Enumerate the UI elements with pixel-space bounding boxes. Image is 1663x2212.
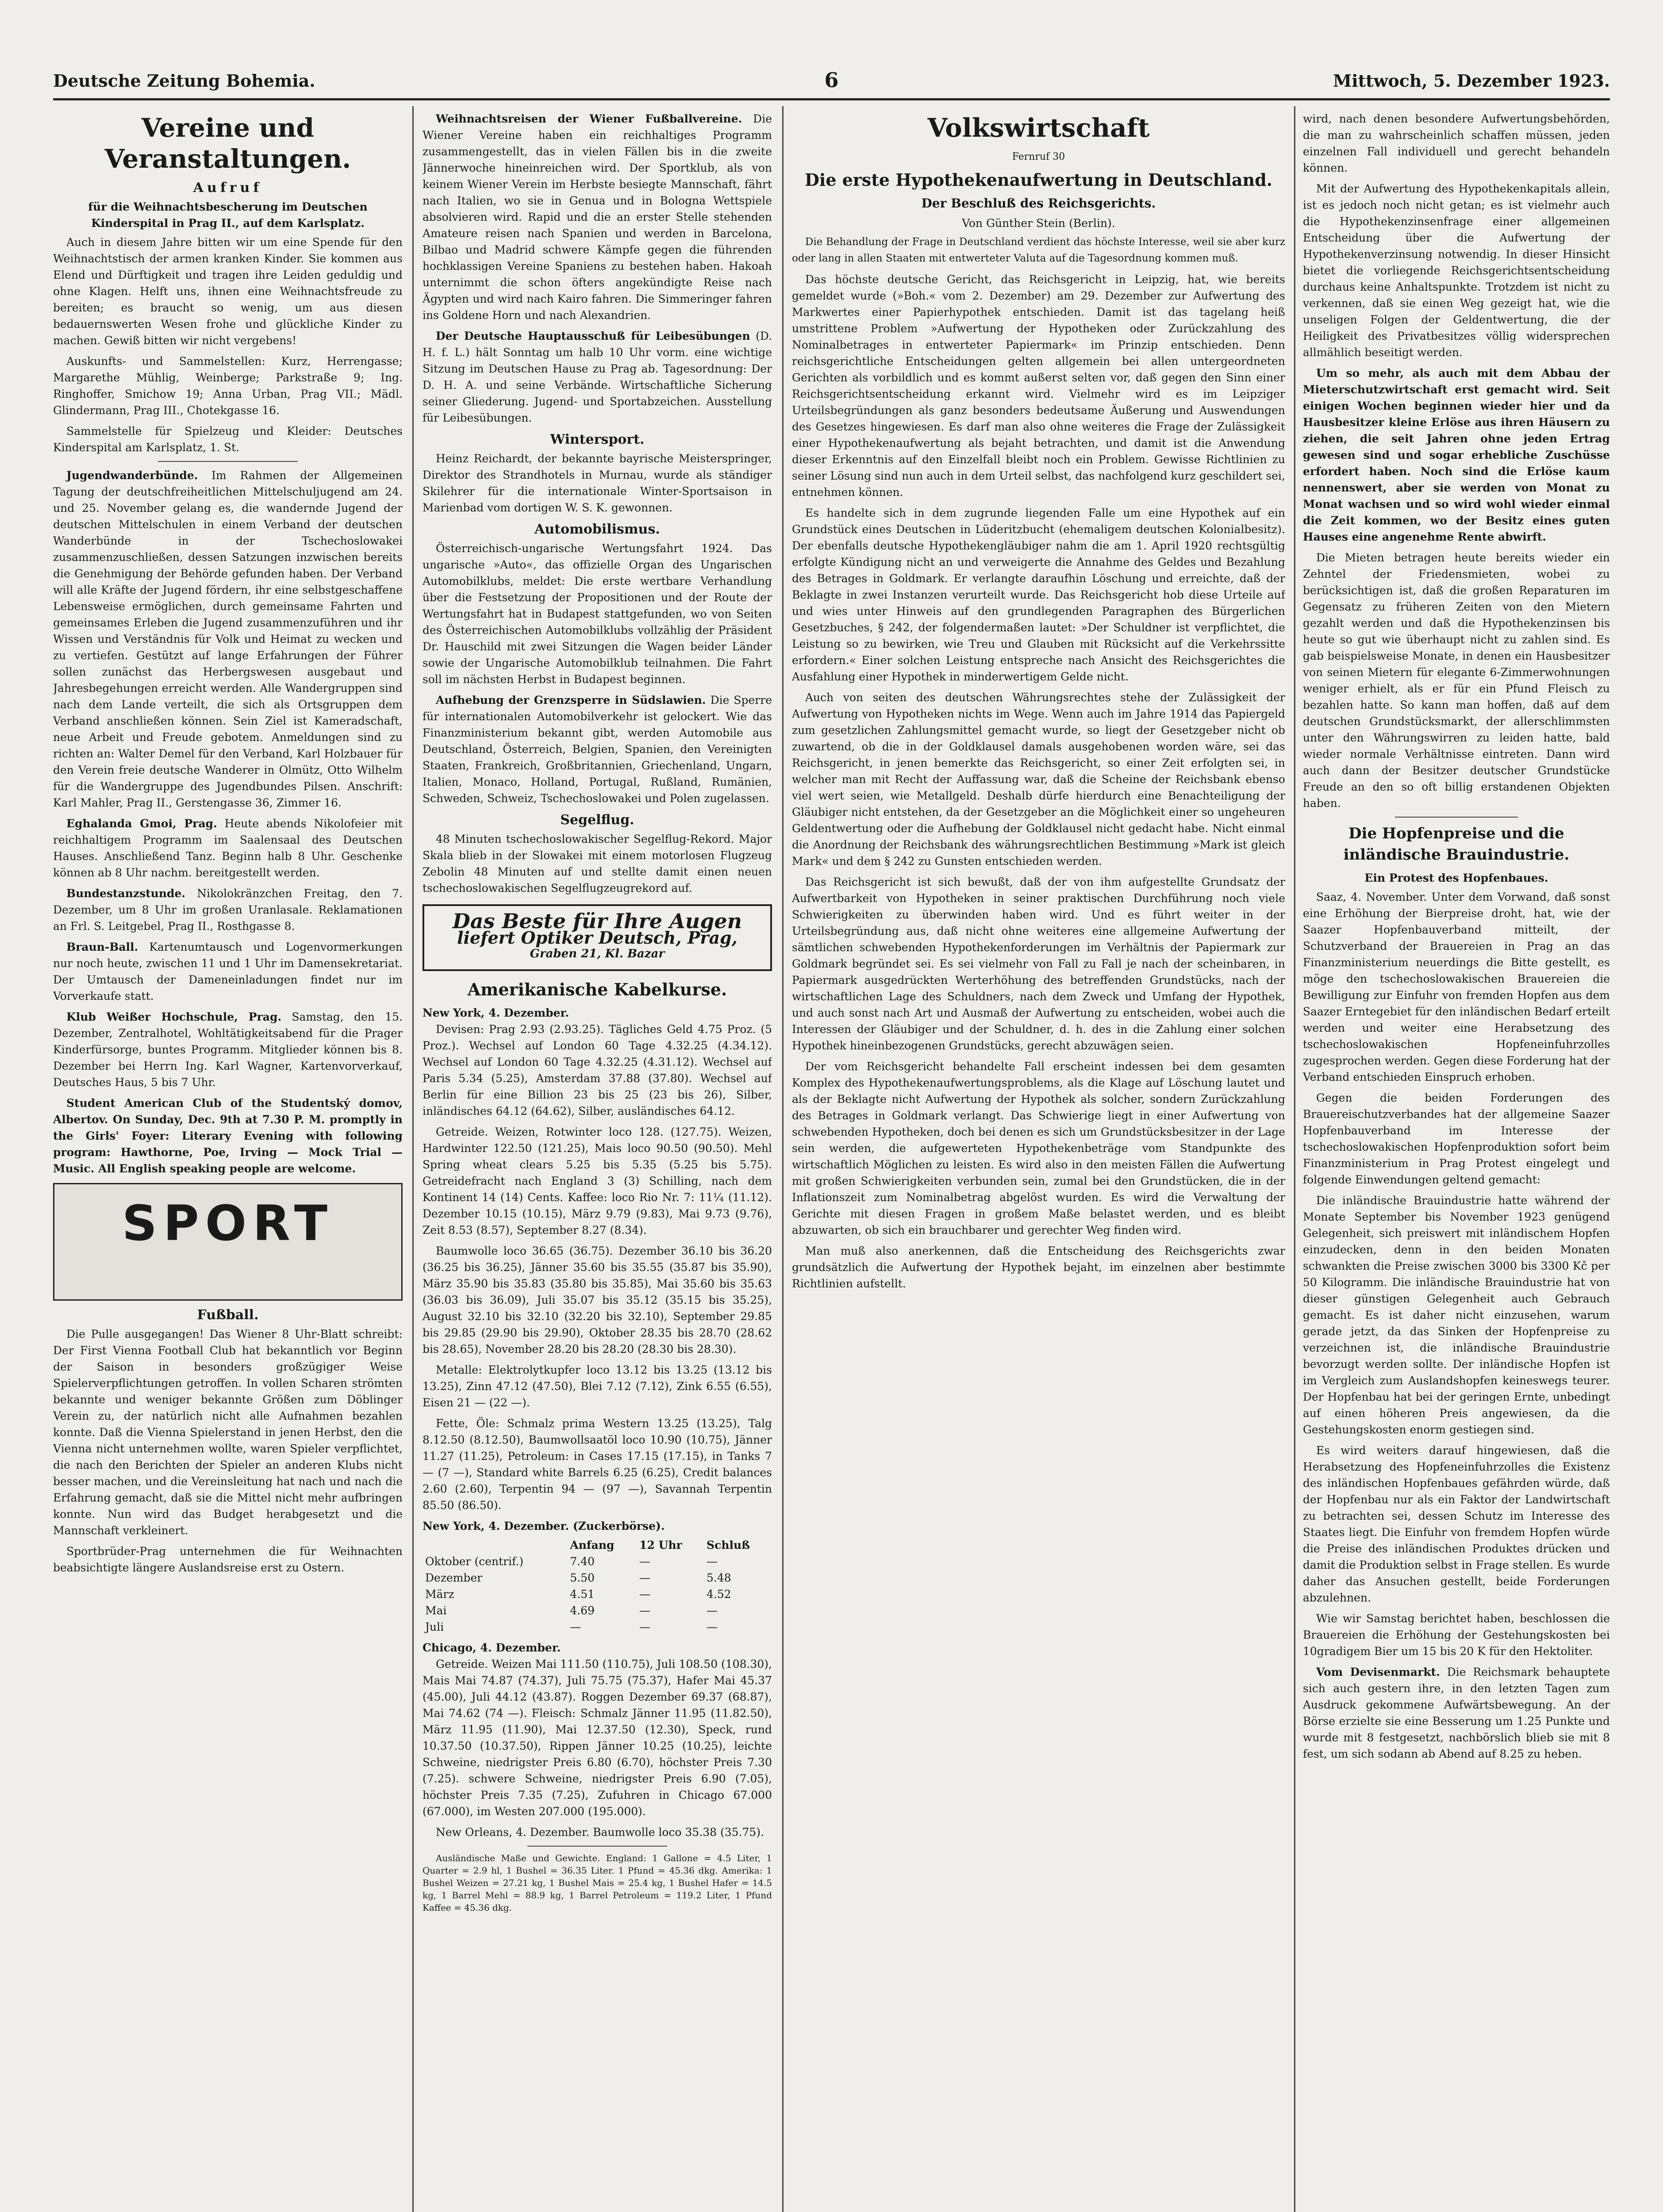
article-paragraph: Saaz, 4. November. Unter dem Vorwand, daß sonst eine Erhöhung der Bierpreise droht, hat, wie der Saazer Hopfenbauverband mitteilt, der Schutzverband der Brauereien in Prag an das Finanzministerium neuerdings die Bitte gestellt, es möge den tschechoslowakischen Brauereien die Bewilligung zur Einfuhr von fremden Hopfen aus dem Saazer Erntegebiet für den inländischen Bedarf erteilt werden und weiter eine Herabsetzung des tschechoslowakischen Hopfeneinfuhrzolles zugesprochen werden. Gegen diese Forderung hat der Verband entschieden Einspruch erhoben. — [1303, 891, 1610, 1083]
fette-text: Fette, Öle: Schmalz prima Western 13.25 (13.25), Talg 8.12.50 (8.12.50), Baumwollsaatöl loco 10.90 (10.75), Jänner 11.27 (11.25), Petroleum: in Cases 17.15 (17.15), in Tanks 7 — (7 —), Standard white Barrels 6.25 (6.25), Credit balances 2.60 (2.60), Terpentin 94 — (97 —), Savannah Terpentin 85.50 (86.50). — [422, 1417, 772, 1512]
aufruf-addresses: Auskunfts- und Sammelstellen: Kurz, Herrengasse; Margarethe Mühlig, Weinberge; Parkstraße 9; Ing. Ringhoffer, Smichow 19; Anna Urban, Prag VII.; Mädl. Glindermann, Prag III., Chotekgasse 16. — [53, 355, 403, 417]
table-cell: 4.51 — [570, 1588, 595, 1601]
kabel-title: Amerikanische Kabelkurse. — [467, 979, 727, 999]
table-cell: 5.48 — [707, 1571, 731, 1584]
article-paragraph: Der vom Reichsgericht behandelte Fall erscheint indessen bei dem gesamten Komplex des Hypothekenaufwertungsproblems, als die Klage auf Löschung lautet und als der Beklagte nicht Aufwertung der Hypothek als solcher, sondern Zurückzahlung des Betrages in Goldmark verlangt. Das Schwierige liegt in einer Aufwertung von schwebenden Hypotheken, doch bei denen es sich um Grundstücksbesitzer in der Lage sein werden, die aufgewerteten Hypothekenbeträge vom Standpunkte des wirtschaftlich Möglichen zu leisten. Es wird also in den meisten Fällen die Aufwertung mit großen Schwierigkeiten verbunden sein, zumal bei den Grundstücken, die in der Inflationszeit zum Nominalbetrag abgelöst wurden. Es wird die Verwaltung der Gerichte mit diesen Fragen in großem Maße belastet werden, und es bleibt abzuwarten, ob sich ein brauchbarer und gerechter Weg finden wird. — [792, 1060, 1285, 1237]
eghalanda-text: Heute abends Nikolofeier mit reichhaltigem Programm im Saalensaal des Deutschen Hauses. Anschließend Tanz. Beginn halb 8 Uhr. Geschenke können ab 8 Uhr nachm. bereitgestellt werden. — [53, 817, 403, 879]
issue-date: Mittwoch, 5. Dezember 1923. — [1333, 71, 1610, 91]
footnote-measures: Ausländische Maße und Gewichte. England: 1 Gallone = 4.5 Liter, 1 Quarter = 2.9 hl, 1 Bushel = 36.35 Liter. 1 Pfund = 45.36 dkg. Amerika: 1 Bushel Weizen = 27.21 kg, 1 Bushel Mais = 25.4 kg, 1 Bushel Hafer = 14.5 kg, 1 Barrel Mehl = 88.9 kg, 1 Barrel Petroleum = 119.2 Liter, 1 Pfund Kaffee = 45.36 dkg. — [422, 1853, 772, 1913]
table-cell: Oktober (centrif.) — [425, 1555, 524, 1568]
table-cell: — — [707, 1555, 718, 1568]
table-cell: — — [639, 1621, 651, 1633]
auto-text: Österreichisch-ungarische Wertungsfahrt 1924. Das ungarische »Auto«, das offizielle Organ des Ungarischen Automobilklubs, meldet: Die erste wertbare Verhandlung über die Festsetzung der Propositionen und der Route der Wertungsfahrt hat in Budapest stattgefunden, wo von Seiten des Österreichischen Automobilklubs vollzählig der Präsident Dr. Hauschild mit zwei Sitzungen die Wagen beider Länder sowie der Ungarische Automobilklub teilnahmen. Die Fahrt soll im nächsten Herbst in Budapest beginnen. — [422, 542, 772, 686]
chicago-head: Chicago, 4. Dezember. — [422, 1641, 561, 1654]
grenz-title: Aufhebung der Grenzsperre in Südslawien. — [436, 694, 706, 707]
article-continuation: wird, nach denen besondere Aufwertungsbehörden, die man zu wahrscheinlich schaffen müssen, jeden einzelnen Fall individuell und gerecht behandeln können. — [1303, 112, 1610, 174]
wien-title: Weihnachtsreisen der Wiener Fußballvereine. — [436, 112, 742, 125]
table-row — [422, 1553, 772, 1570]
column-1 — [53, 111, 403, 2212]
table-cell: — — [639, 1604, 651, 1617]
klub-text: Samstag, den 15. Dezember, Zentralhotel, Wohltätigkeitsabend für die Prager Kinderfürsorge, buntes Programm. Mitglieder können bis 8. Dezember bei Herrn Ing. Karl Wagner, Kartenvorverkauf, Deutsches Haus, 5 bis 7 Uhr. — [53, 1010, 403, 1089]
newspaper-name: Deutsche Zeitung Bohemia. — [53, 71, 315, 91]
table-cell: Juli — [425, 1621, 444, 1633]
getreide-text: Getreide. Weizen, Rotwinter loco 128. (127.75). Weizen, Hardwinter 122.50 (121.25), Mais loco 90.50 (90.50). Mehl Spring wheat clears 5.25 bis 5.35 (5.25 bis 5.75). Getreidefracht nach England 3 (3) Schilling, nach dem Kontinent 14 (14) Cents. Kaffee: loco Rio Nr. 7: 11¼ (11.12). Dezember 10.15 (10.15), März 9.79 (9.83), Mai 9.73 (9.76), Zeit 8.53 (8.57), September 8.27 (8.34). — [422, 1125, 772, 1237]
table-cell: Mai — [425, 1604, 447, 1617]
aufruf-foot: Sammelstelle für Spielzeug und Kleider: Deutsches Kinderspital am Karlsplatz, 1. St. — [53, 425, 403, 454]
bundes-title: Bundestanzstunde. — [66, 887, 186, 900]
zucker-table — [422, 1537, 772, 1635]
aufruf-lead: für die Weihnachtsbescherung im Deutschen Kinderspital in Prag II., auf dem Karlsplatz. — [88, 200, 368, 230]
article-paragraph-bold: Um so mehr, als auch mit dem Abbau der Mieterschutzwirtschaft erst gemacht wird. Seit einigen Wochen beginnen wieder hier und da Hausbesitzer kleine Erlöse aus ihren Häusern zu ziehen, die seit Jahren ohne jeden Ertrag gewesen sind und sogar erhebliche Zuschüsse erfordert haben. Noch sind die Erlöse kaum nennenswert, aber sie werden von Monat zu Monat wachsen und so wird wohl wieder einmal die Zeit kommen, wo der Besitz eines guten Hauses eine angenehme Rente abwirft. — [1303, 367, 1610, 543]
jugend-title: Jugendwanderbünde. — [66, 469, 198, 482]
table-row — [422, 1586, 772, 1602]
ad-address: Graben 21, Kl. Bazar — [530, 947, 665, 960]
leib-title: Der Deutsche Hauptausschuß für Leibesübungen — [436, 330, 750, 342]
column-rule — [1294, 106, 1295, 2212]
hopfen-subtitle: Ein Protest des Hopfenbaues. — [1364, 872, 1548, 884]
sport-banner-image — [53, 1183, 403, 1301]
devisen-title: Vom Devisenmarkt. — [1316, 1666, 1440, 1678]
hopfen-title: Die Hopfenpreise und die inländische Brauindustrie. — [1343, 825, 1570, 864]
table-row — [422, 1602, 772, 1619]
auto-title: Automobilismus. — [534, 522, 660, 537]
byline: Von Günther Stein (Berlin). — [962, 217, 1115, 230]
braun-text: Kartenumtausch und Logenvormerkungen nur noch heute, zwischen 11 und 1 Uhr im Damensekretariat. Der Umtausch der Dameneinladungen findet nur im Vorverkaufe statt. — [53, 941, 403, 1002]
article-intro: Die Behandlung der Frage in Deutschland verdient das höchste Interesse, weil sie aber kurz oder lang in allen Staaten mit entwerteter Valuta auf die Tagesordnung kommen muß. — [792, 236, 1285, 264]
article-paragraph: Auch von seiten des deutschen Währungsrechtes stehe der Zulässigkeit der Aufwertung von Hypotheken nichts im Wege. Wenn auch im Jahre 1914 das Papiergeld zum gesetzlichen Zahlungsmittel gemacht wurde, so liegt der Gesetzgeber nicht ob zuwartend, ob die in der Goldklausel damals ausgehobenen worden wäre, sei das Reichsgericht, in jenen bemerkte das Reichsgericht, so einer Zeit erfolgten sei, in welcher man mit Recht der Auffassung war, daß die Scheine der Reichsbank ebenso viel wert seien, wie Metallgeld. Deshalb dürfe hierdurch eine Benachteiligung der Gläubiger nicht entstehen, da der Gesetzgeber an die Möglichkeit einer so ungeheuren Geldentwertung oder die Aufhebung der Goldklausel nicht gedacht habe. Nicht einmal die Anordnung der Reichsbank des währungsrechtlichen Bestimmung »Mark ist gleich Mark« und dem § 242 zu Gunsten entschieden werden. — [792, 691, 1285, 868]
table-cell: 7.40 — [570, 1555, 595, 1568]
devisen-text: Die Reichsmark behauptete sich auch gestern ihre, in den letzten Tagen zum Ausdruck gekommene Aufwärtsbewegung. An der Börse erzielte sie eine Besserung um 1.25 Punkte und wurde mit 8 festgesetzt, nachbörslich blieb sie mit 8 fest, um sich sodann ab Abend auf 8.25 zu heben. — [1303, 1666, 1610, 1760]
table-cell: Dezember — [425, 1571, 483, 1584]
bundes-text: Nikolokränzchen Freitag, den 7. Dezember, um 8 Uhr im großen Uranlasale. Reklamationen an Frl. S. Leitgebel, Prag II., Rosthgasse 8. — [53, 887, 403, 933]
headline-hypothekenaufwertung: Die erste Hypothekenaufwertung in Deutschland. — [804, 170, 1273, 190]
fussball-title: Fußball. — [197, 1307, 259, 1323]
segel-text: 48 Minuten tschechoslowakischer Segelflug-Rekord. Major Skala blieb in der Slowakei mit einem motorlosen Flugzeug Zebolin 48 Minuten auf und stellte damit einen neuen tschechoslowakischen Segelflugzeugrekord auf. — [422, 833, 772, 895]
article-paragraph: Wie wir Samstag berichtet haben, beschlossen die Brauereien die Erhöhung der Gestehungskosten bei 10gradigem Bier um 15 bis 20 K für den Hektoliter. — [1303, 1612, 1610, 1658]
divider — [1395, 817, 1518, 818]
table-header-row — [422, 1537, 772, 1553]
table-header: Anfang — [570, 1539, 615, 1551]
article-paragraph: Mit der Aufwertung des Hypothekenkapitals allein, ist es jedoch noch nicht getan; es ist vielmehr auch die Hypothekenzinsenfrage einer allgemeinen Entscheidung über die Aufwertung der Hypothekenverzinsung notwendig. In dieser Hinsicht bietet die vorliegende Reichsgerichtsentscheidung durchaus keine Anhaltspunkte. Trotzdem ist nicht zu verkennen, daß sie einen Weg gezeigt hat, wie die unseligen Folgen der Geldentwertung, die der Heiligkeit des Privatbesitzes völlig widersprechen allmählich beseitigt werden. — [1303, 182, 1610, 359]
table-cell: 4.52 — [707, 1588, 731, 1601]
klub-title: Klub Weißer Hochschule, Prag. — [66, 1010, 282, 1023]
article-paragraph: Das höchste deutsche Gericht, das Reichsgericht in Leipzig, hat, wie bereits gemeldet wurde (»Boh.« vom 2. Dezember) am 29. Dezember zur Aufwertung des Markwertes einer Papierhypothek entschieden. Damit ist das tagelang heiß umstrittene Problem »Aufwertung der Hypotheken oder Zurückzahlung des Nominalbetrages in entwerteter Papiermark« im Prinzip entschieden. Denn reichsgerichtliche Entscheidungen gelten allgemein bei allen untergeordneten Gerichten als vorbildlich und es kommt außerst selten vor, daß gegen den Sinn einer Reichsgerichtsentscheidung erkannt wird. Vielmehr wird es im Leipziger Urteilsbegründungen als ganz besonders bedeutsame Äußerung und Auswendungen des Gesetzes hingewiesen. Es darf man also ohne weiteres die Frage der Zulässigkeit einer Hypothekenaufwertung als bejaht betrachten, und damit ist die Anwendung dieser Erkenntnis auf den Einzelfall bleibt noch ein Problem. Gewisse Richtlinien zu seiner Lösung sind nun auch in dem Urteil selbst, das nachfolgend kurz geschildert sei, entnehmen können. — [792, 273, 1285, 499]
table-cell: — — [570, 1621, 581, 1633]
table-header — [422, 1537, 567, 1553]
student-club-notice: Student American Club of the Studentský domov, Albertov. On Sunday, Dec. 9th at 7.30 P. M. promptly in the Girls' Foyer: Literary Evening with following program: Hawthorne, Poe, Irving — Mock Trial — Music. All English speaking people are welcome. — [53, 1097, 403, 1175]
headline-reichsgericht: Der Beschluß des Reichsgerichts. — [921, 196, 1156, 211]
table-cell: — — [639, 1588, 651, 1601]
winter-title: Wintersport. — [550, 432, 645, 447]
chicago-text: Getreide. Weizen Mai 111.50 (110.75), Juli 108.50 (108.30), Mais Mai 74.87 (74.37), Juli 75.75 (75.37), Hafer Mai 45.37 (45.00), Juli 44.12 (43.87). Roggen Dezember 69.37 (68.87), Mai 74.62 (74 —). Fleisch: Schmalz Jänner 11.95 (11.82.50), März 11.95 (11.90), Mai 12.37.50 (12.30), Speck, rund 10.37.50 (10.37.50), Rippen Jänner 10.25 (10.25), leichte Schweine, niedrigster Preis 6.80 (6.70), höchster Preis 7.30 (7.25). schwere Schweine, niedrigster Preis 6.90 (7.05), höchster Preis 7.35 (7.25), Zufuhren in Chicago 67.000 (67.000), im Westen 207.000 (195.000). — [422, 1658, 772, 1818]
aufruf-title: Aufruf — [193, 180, 263, 196]
ad-company: liefert Optiker Deutsch, Prag, — [457, 928, 737, 948]
column-rule — [782, 106, 783, 2212]
column-rule — [412, 106, 414, 2212]
braun-title: Braun-Ball. — [66, 941, 138, 953]
section-title-volkswirtschaft: Volkswirtschaft — [927, 113, 1150, 143]
table-cell: — — [639, 1555, 651, 1568]
fussball-text: Die Pulle ausgegangen! Das Wiener 8 Uhr-Blatt schreibt: Der First Vienna Football Club hat bekanntlich vor Beginn der Saison in besonders großzügiger Weise Spielerverpflichtungen getroffen. In vollen Scharen strömten bekannte und weniger bekannte Größen zum Döblinger Verein zu, der natürlich nicht alle Aufnahmen bezahlen konnte. Daß die Vienna Spielerstand in jenen Herbst, den die Vienna nicht unternehmen wollte, waren Spieler verpflichtet, die nach den Berichten der Spieler an anderen Klubs nicht besser machen, und die Vereinsleitung hat nach und nach die Erfahrung gemacht, daß sie die Mittel nicht mehr aufbringen konnte. Nun wird das Budget herabgesetzt und die Mannschaft verkleinert. — [53, 1328, 403, 1537]
table-cell: — — [707, 1604, 718, 1617]
page-number: 6 — [824, 68, 839, 92]
table-cell: März — [425, 1588, 454, 1601]
article-paragraph: Die Mieten betragen heute bereits wieder ein Zehntel der Friedensmieten, wobei zu berücksichtigen ist, daß die großen Reparaturen im Gegensatz zu früheren Zeiten von den Mietern gezahlt werden und daß die Hypothekenzinsen bis heute so gut wie überhaupt nicht zu zahlen sind. Es gab beispielsweise Monate, in denen ein Hausbesitzer von seinen Mietern für elegante 6-Zimmerwohnungen weniger erhielt, als er für ein Pfund Fleisch zu bezahlen hatte. So kann man hoffen, daß auf dem deutschen Grundstücksmarkt, der allerschlimmsten unter den Währungswirren zu leiden hatte, bald wieder normale Verhältnisse eintreten. Dann wird auch dann der Besitzer deutscher Grundstücke Freude an den so oft billig erstandenen Objekten haben. — [1303, 551, 1610, 810]
divider — [527, 1846, 667, 1847]
metalle-text: Metalle: Elektrolytkupfer loco 13.12 bis 13.25 (13.12 bis 13.25), Zinn 47.12 (47.50), Blei 7.12 (7.12), Zink 6.55 (6.55), Eisen 21 — (22 —). — [422, 1363, 772, 1409]
newyork-text: Devisen: Prag 2.93 (2.93.25). Tägliches Geld 4.75 Proz. (5 Proz.). Wechsel auf London 60 Tage 4.32.25 (4.34.12). Wechsel auf London 60 Tage 4.32.25 (4.31.12). Wechsel auf Paris 5.34 (5.25), Amsterdam 37.88 (37.80). Wechsel auf Berlin für eine Billion 23 bis 25 (23 bis 26), Silber, inländisches 64.12 (64.62), Silber, ausländisches 64.12. — [422, 1023, 772, 1118]
page-header — [53, 68, 1610, 97]
table-cell: 5.50 — [570, 1571, 595, 1584]
table-row — [422, 1619, 772, 1635]
zucker-head: New York, 4. Dezember. (Zuckerbörse). — [422, 1520, 665, 1532]
sportbrueder-text: Sportbrüder-Prag unternehmen die für Weihnachten beabsichtigte längere Auslandsreise erst zu Ostern. — [53, 1545, 403, 1574]
aufruf-text: Auch in diesem Jahre bitten wir um eine Spende für den Weihnachtstisch der armen kranken Kinder. Sie kommen aus Elend und Dürftigkeit und tragen ihre Leiden geduldig und ohne Klagen. Helft uns, ihnen eine Weihnachtsfreude zu bereiten; es braucht so wenig, um aus diesen bedauernswerten Wesen frohe und glückliche Kinder zu machen. Gewiß bitten wir nicht vergebens! — [53, 236, 403, 347]
column-2 — [422, 111, 772, 2212]
table-row — [422, 1570, 772, 1586]
table-cell: — — [639, 1571, 651, 1584]
column-4 — [1303, 111, 1610, 2212]
article-paragraph: Die inländische Brauindustrie hatte während der Monate September bis November 1923 genügend Gelegenheit, sich preiswert mit inländischem Hopfen einzudecken, denn in den beiden Monaten schwankten die Preise zwischen 3000 bis 3300 Kč per 50 Kilogramm. Die inländische Brauindustrie hat von dieser günstigen Gelegenheit auch Gebrauch gemacht. Es ist daher nicht einzusehen, warum gerade jetzt, da das Sinken der Hopfenpreise zu verzeichnen ist, die inländische Brauindustrie bevorzugt werden sollte. Der inländische Hopfen ist im Vergleich zum Auslandshopfen keineswegs teurer. Der Hopfenbau hat bei der geringen Ernte, unbedingt auf einen höheren Preis angewiesen, da die Gestehungskosten enorm gestiegen sind. — [1303, 1194, 1610, 1436]
table-header: 12 Uhr — [639, 1539, 682, 1551]
article-paragraph: Das Reichsgericht ist sich bewußt, daß der von ihm aufgestellte Grundsatz der Aufwertbarkeit von Hypotheken in seiner praktischen Durchführung noch viele Schwierigkeiten zu überwinden haben wird. Und es führt weiter in der Urteilsbegründung aus, daß nicht ohne weiteres eine allgemeine Aufwertung der sämtlichen schwebenden Hypothekenforderungen im Verhältnis der Papiermark zur Goldmark begründet sei. Es sei vielmehr von Fall zu Fall je nach der scheinbaren, in Papiermark ausgedrückten Werterhöhung des betreffenden Grundstücks, nach der wirtschaftlichen Lage des Schuldners, nach dem Zweck und Umfang der Hypothek, und auch sonst nach Art und Ausmaß der Aufwertung zu entscheiden, wobei auch die Interessen der Gläubiger und der Schuldner, d. h. des in die Zahlung einer solchen Hypothek hineinbezogenen Grundstücks, gerecht abzuwägen seien. — [792, 876, 1285, 1052]
section-title-vereine: Vereine und Veranstaltungen. — [104, 113, 351, 174]
table-cell: — — [707, 1621, 718, 1633]
ad-headline: Das Beste für Ihre Augen — [452, 909, 742, 933]
article-paragraph: Gegen die beiden Forderungen des Brauereischutzverbandes hat der allgemeine Saazer Hopfenbauverband im Interesse der tschechoslowakischen Hopfenproduktion sofort beim Finanzministerium in Prag Protest eingelegt und folgende Einwendungen geltend gemacht: — [1303, 1091, 1610, 1186]
winter-text: Heinz Reichardt, der bekannte bayrische Meisterspringer, Direktor des Strandhotels in Murnau, wurde als ständiger Skilehrer für die internationale Winter-Sportsaison in Marienbad vom dortigen W. S. K. gewonnen. — [422, 452, 772, 514]
column-3 — [792, 111, 1285, 2212]
newyork-head: New York, 4. Dezember. — [422, 1006, 569, 1019]
fernruf: Fernruf 30 — [1012, 151, 1065, 162]
table-header: Schluß — [707, 1539, 750, 1551]
article-paragraph: Es handelte sich in dem zugrunde liegenden Falle um eine Hypothek auf ein Grundstück eines Deutschen in Lüderitzbucht (ehemaligem deutschen Kolonialbesitz). Der ebenfalls deutsche Hypothekengläubiger nahm die am 1. April 1920 rechtsgültig erfolgte Kündigung nicht an und verweigerte die Annahme des Geldes und Bezahlung des Betrages in Goldmark. Er verlangte daraufhin Löschung und erreichte, daß der Beklagte in zwei Instanzen verurteilt wurde. Das Reichsgericht hob diese Urteile auf und wies unter Hinweis auf den grundlegenden Paragraphen des Bürgerlichen Gesetzbuches, § 242, der folgendermaßen lautet: »Der Schuldner ist verpflichtet, die Leistung so zu bewirken, wie Treu und Glauben mit Rücksicht auf die Verkehrssitte erfordern.« Einer solchen Leistung entspreche nach Ansicht des Reichsgerichtes die Ausfahlung einer Hypothek in minderwertigem Gelde nicht. — [792, 507, 1285, 683]
sport-banner-label: SPORT — [122, 1195, 334, 1252]
optiker-advertisement — [422, 904, 772, 971]
baumwolle-text: Baumwolle loco 36.65 (36.75). Dezember 36.10 bis 36.20 (36.25 bis 36.25), Jänner 35.60 bis 35.55 (35.87 bis 35.90), März 35.90 bis 35.83 (35.80 bis 35.85), Mai 35.60 bis 35.63 (36.03 bis 36.09), Juli 35.07 bis 35.12 (35.15 bis 35.25), August 32.10 bis 32.10 (32.20 bis 32.10), September 29.85 bis 29.85 (29.90 bis 29.90), Oktober 28.35 bis 28.70 (28.62 bis 28.65), November 28.20 bis 28.20 (28.30 bis 28.30). — [422, 1244, 772, 1356]
grenz-text: Die Sperre für internationalen Automobilverkehr ist gelockert. Wie das Finanzministerium bekannt gibt, werden Automobile aus Deutschland, Österreich, Belgien, Spanien, den Vereinigten Staaten, Frankreich, Großbritannien, Griechenland, Ungarn, Italien, Monaco, Holland, Portugal, Rußland, Rumänien, Schweden, Schweiz, Tschechoslowakei und Polen zugelassen. — [422, 694, 772, 805]
table-cell: 4.69 — [570, 1604, 595, 1617]
eghalanda-title: Eghalanda Gmoi, Prag. — [66, 817, 217, 830]
orleans-text: New Orleans, 4. Dezember. Baumwolle loco 35.38 (35.75). — [436, 1826, 764, 1839]
header-rule — [53, 98, 1610, 100]
segel-title: Segelflug. — [560, 812, 634, 828]
divider — [158, 461, 298, 462]
jugend-text: Im Rahmen der Allgemeinen Tagung der deutschfreiheitlichen Mittelschuljugend am 24. und 25. November gelang es, die wandernde Jugend der deutschen Mittelschulen in einem Verband der deutschen Wanderbünde in der Tschechoslowakei zusammenzuschließen, dessen Satzungen inzwischen bereits die Genehmigung der Behörde gefunden haben. Der Verband will alle Kräfte der Jugend fördern, ihr eine selbstgeschaffene Lebensweise ermöglichen, durch gemeinsame Fahrten und gemeinsames Erleben die Jugend zusammenzuführen und ihr Wissen und Verständnis für Volk und Heimat zu wecken und zu vertiefen. Gestützt auf lange Erfahrungen der Führer sollen zunächst das Herbergswesen ausgebaut und Jahresbegehungen erreicht werden. Alle Wandergruppen sind nach dem Lande verteilt, die sich als Ortsgruppen dem Verband anschließen können. Sein Ziel ist Kameradschaft, neue Arbeit und Freude gebotem. Anmeldungen sind zu richten an: Walter Demel für den Verband, Karl Holzbauer für den Verein freie deutsche Wanderer in Olmütz, Otto Wilhelm für die Wandergruppe des Jugendbundes Pilsen. Anschrift: Karl Mahler, Prag II., Gerstengasse 36, Zimmer 16. — [53, 469, 403, 809]
leib-text: (D. H. f. L.) hält Sonntag um halb 10 Uhr vorm. eine wichtige Sitzung im Deutschen Hause zu Prag ab. Tagesordnung: Der D. H. A. und seine Verbände. Wirtschaftliche Sicherung seiner Gliederung. Jugend- und Sportabzeichen. Ausstellung für Leibesübungen. — [422, 330, 772, 424]
article-paragraph: Man muß also anerkennen, daß die Entscheidung des Reichsgerichts zwar grundsätzlich die Aufwertung der Hypothek bejaht, im einzelnen aber bestimmte Richtlinien aufstellt. — [792, 1244, 1285, 1290]
article-paragraph: Es wird weiters darauf hingewiesen, daß die Herabsetzung des Hopfeneinfuhrzolles die Existenz des inländischen Hopfenbaues gefährden würde, daß der Hopfenbau nur als ein Faktor der Landwirtschaft zu betrachten sei, dessen Schutz im Interesse des Staates liegt. Die Einfuhr von fremdem Hopfen würde die Preise des inländischen Produktes drücken und damit die Produktion selbst in Frage stellen. Es wurde daher das Ansuchen gestellt, beide Forderungen abzulehnen. — [1303, 1444, 1610, 1604]
wien-text: Die Wiener Vereine haben ein reichhaltiges Programm zusammengestellt, das in vielen Fällen bis in die zweite Jännerwoche hineinreichen wird. Der Sportklub, als von keinem Wiener Verein im Herbste besiegte Mannschaft, fährt nach Italien, wo sie in Genua und in Bologna Wettspiele absolvieren wird. Rapid und die an erster Stelle stehenden Amateure reisen nach Spanien und werden in Barcelona, Bilbao und Madrid schwere Kämpfe gegen die führenden hochklassigen Vereine Spaniens zu bestehen haben. Hakoah unternimmt die schon öfters angekündigte Reise nach Ägypten und wird nach Kairo fahren. Die Simmeringer fahren ins Goldene Horn und nach Alexandrien. — [422, 112, 772, 322]
